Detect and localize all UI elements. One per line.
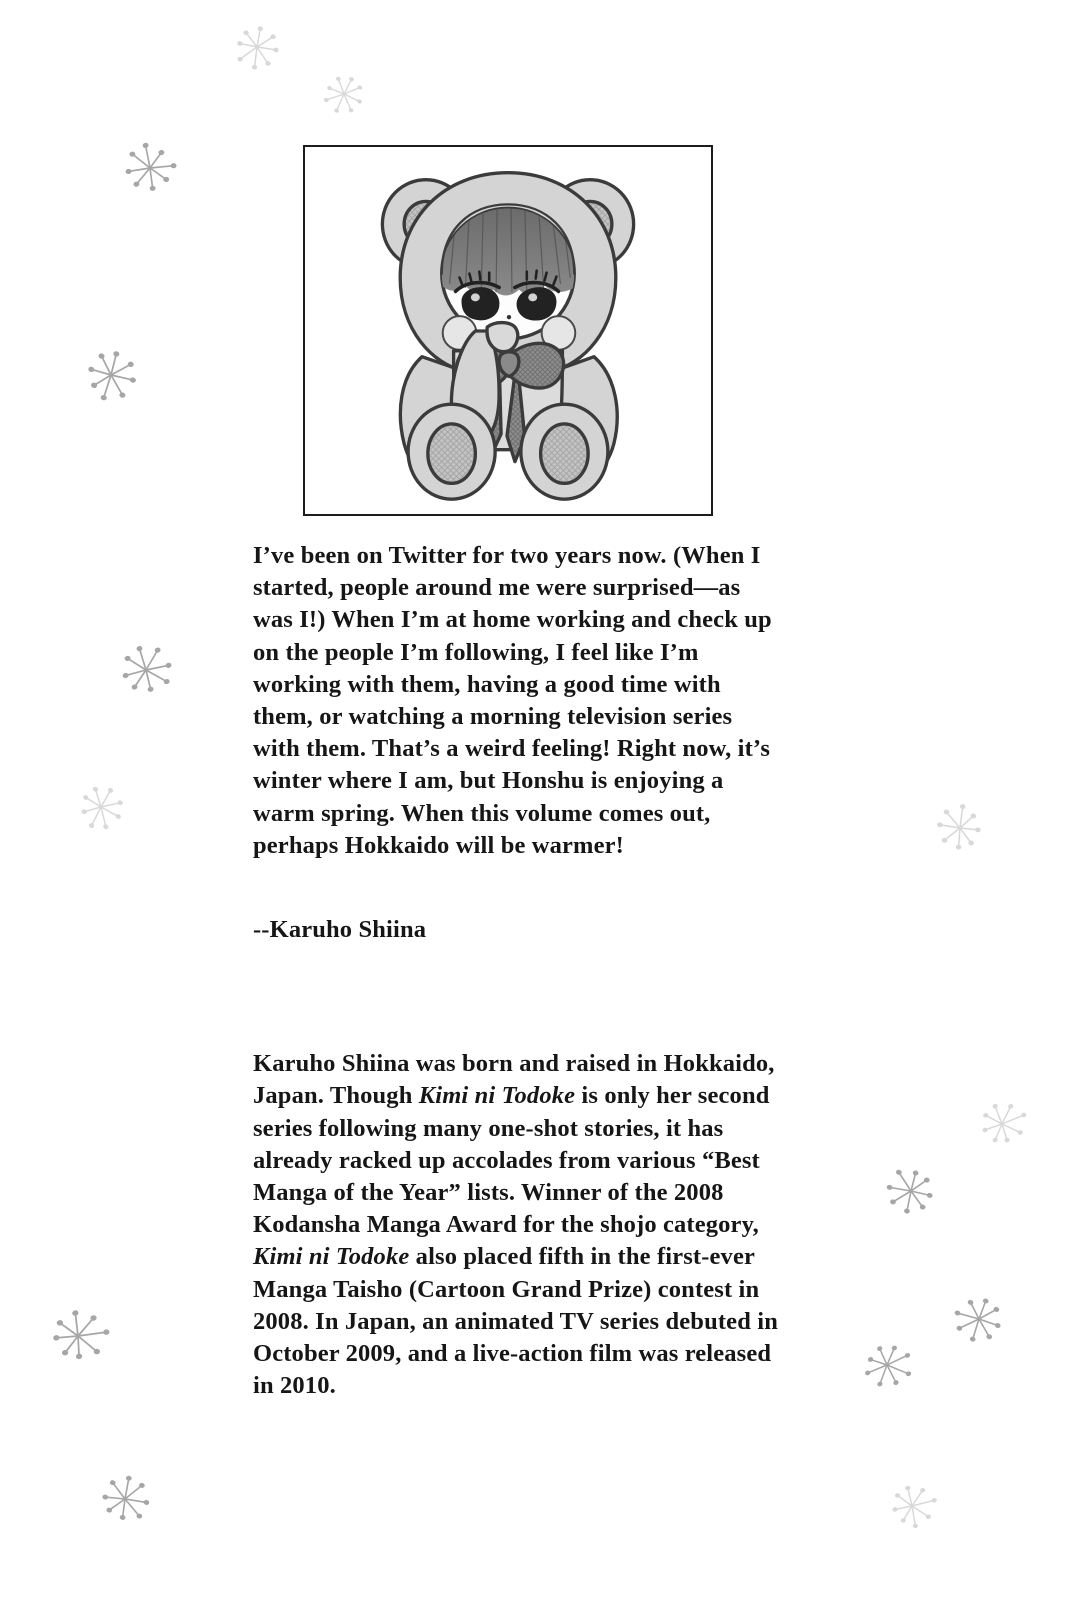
- snowflake-icon: [927, 795, 993, 861]
- author-attribution: --Karuho Shiina: [253, 916, 427, 944]
- text-column: [253, 540, 783, 1402]
- snowflake-icon: [114, 132, 186, 204]
- snowflake-icon: [879, 1473, 945, 1539]
- bio-text-part-1: Karuho Shiina was born and raised in Hokkaido, Japan. Though: [253, 1050, 775, 1110]
- snowflake-icon: [90, 1464, 160, 1534]
- snowflake-icon: [223, 13, 290, 80]
- snowflake-icon: [310, 60, 379, 129]
- author-note-paragraph: I’ve been on Twitter for two years now. (When I started, people around me were surprised—as was I!) When I’m at home working and check up on the people I’m following, I feel like I’m working with them, having a good time with them, or watching a morning television series with them. That’s a weird feeling! Right now, it’s winter where I am, but Honshu is enjoying a warm spring. When this volume comes out, perhaps Hokkaido will be warmer!: [253, 542, 772, 859]
- snowflake-icon: [70, 334, 152, 416]
- author-illustration-frame: [303, 145, 713, 516]
- bio-text-part-2: is only her second series following many one-shot stories, it has already racked up accolades from various “Best Manga of the Year” lists. Winner of the 2008 Kodansha Manga Award for the shojo category,: [253, 1082, 770, 1239]
- snowflake-icon: [966, 1088, 1038, 1160]
- bear-costume-girl-illustration: [305, 147, 711, 514]
- snowflake-icon: [41, 1299, 116, 1374]
- bio-text-part-3: also placed fifth in the first-ever Manga Taisho (Cartoon Grand Prize) contest in 2008. In Japan, an animated TV series debuted in October 2009, and a live-action film was released in 2010.: [253, 1243, 778, 1400]
- author-biography-paragraph: [253, 1048, 783, 1402]
- snowflake-icon: [940, 1280, 1018, 1358]
- snowflake-icon: [874, 1154, 948, 1228]
- series-title-second-mention: Kimi ni Todoke: [253, 1243, 410, 1271]
- series-title-first-mention: Kimi ni Todoke: [418, 1082, 576, 1110]
- snowflake-icon: [849, 1327, 926, 1404]
- snowflake-icon: [107, 631, 185, 709]
- snowflake-icon: [61, 767, 140, 846]
